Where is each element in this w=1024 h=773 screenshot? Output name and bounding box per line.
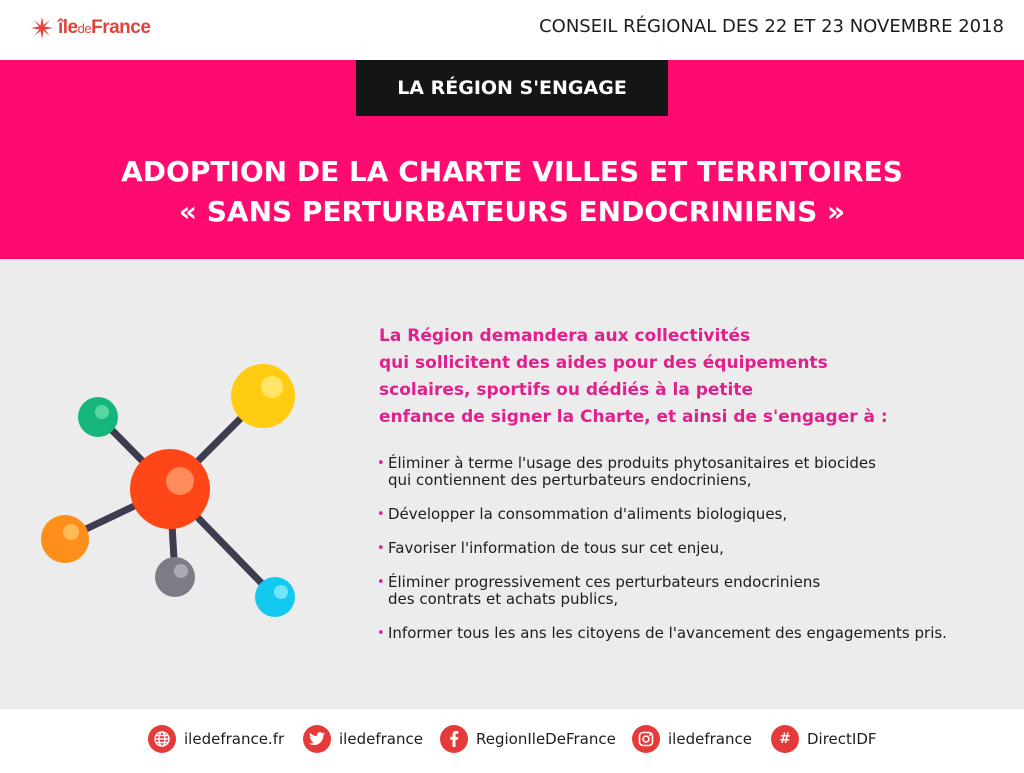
footer [0,709,1024,773]
intro-line: La Région demandera aux collectivités [379,326,751,346]
commitments-list [377,455,1017,642]
top-bar [0,0,1024,60]
main-content [0,259,1024,709]
title-line-1: ADOPTION DE LA CHARTE VILLES ET TERRITOIRES [121,155,903,188]
facebook-icon [440,725,468,753]
bullet-icon: • [377,456,385,471]
website-link[interactable] [148,724,284,754]
title-banner [0,60,1024,259]
twitter-icon [303,725,331,753]
intro-text [379,323,979,431]
list-item-text: Éliminer progressivement ces perturbateurs endocriniens [388,573,821,591]
instagram-link[interactable] [632,724,752,754]
list-item-text: Développer la consommation d'aliments biologiques, [388,505,788,523]
hashtag-label: DirectIDF [807,730,877,748]
title-line-2: « SANS PERTURBATEURS ENDOCRINIENS » [178,195,846,228]
council-date: CONSEIL RÉGIONAL DES 22 ET 23 NOVEMBRE 2018 [539,16,1004,37]
list-item-text: Informer tous les ans les citoyens de l'avancement des engagements pris. [388,624,947,642]
list-item-text: des contrats et achats publics, [388,590,619,608]
list-item-text: Favoriser l'information de tous sur cet enjeu, [388,539,724,557]
hashtag-link[interactable] [771,724,877,754]
star-icon [30,16,54,40]
instagram-label: iledefrance [668,730,752,748]
list-item [377,455,1017,489]
banner-tag: LA RÉGION S'ENGAGE [356,60,668,116]
twitter-label: iledefrance [339,730,423,748]
list-item-text: qui contiennent des perturbateurs endocriniens, [388,471,752,489]
list-item-text: Éliminer à terme l'usage des produits phytosanitaires et biocides [388,454,876,472]
list-item [377,506,1017,523]
facebook-label: RegionIleDeFrance [476,730,616,748]
intro-line: scolaires, sportifs ou dédiés à la petite [379,380,754,400]
bullet-icon: • [377,575,385,590]
facebook-link[interactable] [440,724,616,754]
hashtag-icon: # [771,725,799,753]
intro-line: qui sollicitent des aides pour des équipements [379,353,828,373]
page-title [0,152,1024,232]
bullet-icon: • [377,541,385,556]
list-item [377,625,1017,642]
globe-icon [148,725,176,753]
list-item [377,540,1017,557]
logo-text: îledeFrance [58,17,151,38]
instagram-icon [632,725,660,753]
intro-line: enfance de signer la Charte, et ainsi de s'engager à : [379,407,888,427]
molecule-icon [30,359,320,639]
list-item [377,574,1017,608]
website-label: iledefrance.fr [184,730,285,748]
region-logo[interactable] [30,13,150,43]
bullet-icon: • [377,626,385,641]
bullet-icon: • [377,507,385,522]
twitter-link[interactable] [303,724,423,754]
